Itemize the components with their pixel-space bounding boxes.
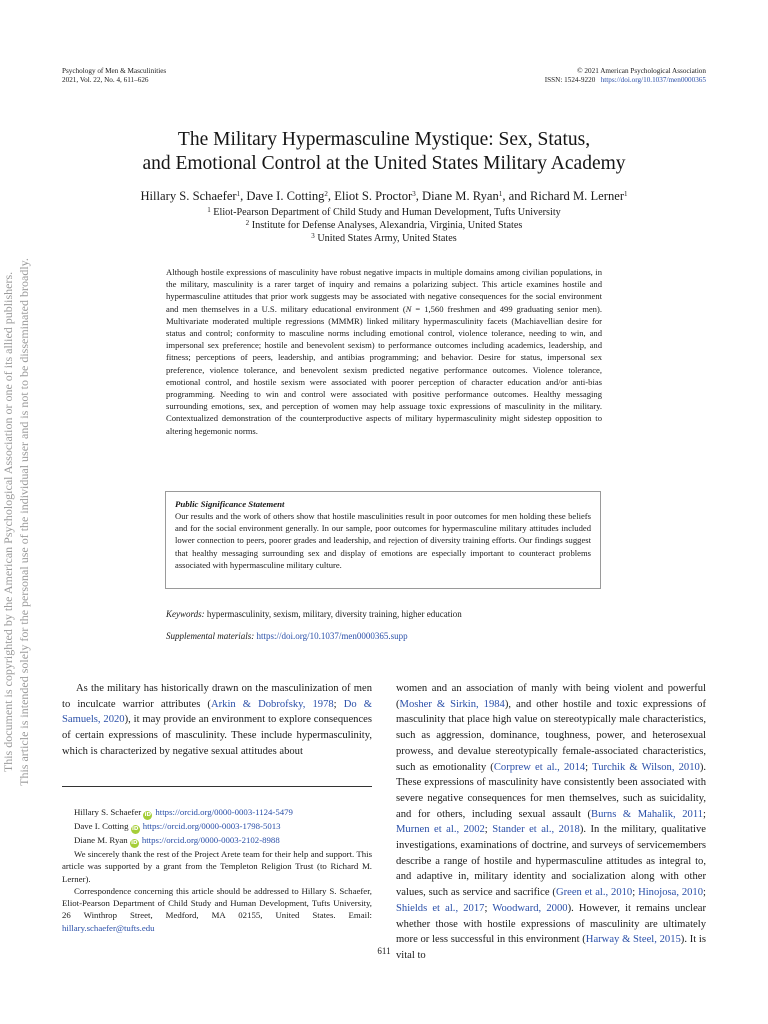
pss-title: Public Significance Statement: [175, 499, 285, 509]
author: Dave I. Cotting$^2$,: [246, 189, 335, 203]
author: Diane M. Ryan$^1$, and: [422, 189, 530, 203]
footnote-divider: [62, 786, 372, 787]
citation-link[interactable]: Woodward, 2000: [492, 902, 568, 914]
copyright-sidebar: [0, 142, 40, 902]
body-left-column: [62, 681, 372, 760]
copyright-line: © 2021 American Psychological Association: [577, 67, 706, 75]
publisher-header: [545, 67, 706, 85]
affiliation: $^1$ Eliot-Pearson Department of Child Study and Human Development, Tufts University: [207, 206, 561, 218]
affiliation-list: [60, 206, 708, 245]
author-list: [60, 188, 708, 204]
public-significance-box: [165, 491, 601, 589]
orcid-link[interactable]: https://orcid.org/0000-0003-2102-8988: [141, 835, 280, 845]
citation-link[interactable]: Harway & Steel, 2015: [585, 934, 681, 946]
acknowledgement-note: We sincerely thank the rest of the Project Arete team for their help and support. This article was supported by a grant from the Templeton Religion Trust (to Richard M. Lerner).: [62, 849, 372, 884]
orcid-entry: Hillary S. Schaefer iD https://orcid.org/0000-0003-1124-5479: [74, 807, 293, 818]
issn: ISSN: 1524-9220: [544, 76, 596, 84]
keywords-label: Keywords:: [166, 609, 205, 619]
doi-link[interactable]: https://doi.org/10.1037/men0000365: [600, 76, 706, 84]
citation-link[interactable]: Stander et al., 2018: [492, 824, 580, 836]
orcid-icon: iD: [131, 840, 138, 846]
author-footnotes: [62, 806, 372, 934]
issn-doi-line: [545, 76, 706, 85]
orcid-entry: Dave I. Cotting iD https://orcid.org/0000-0003-1798-5013: [74, 821, 281, 832]
citation-link[interactable]: Turchik & Wilson, 2010: [592, 761, 700, 773]
author: Hillary S. Schaefer$^1$,: [140, 189, 247, 203]
keywords: [166, 608, 462, 620]
article-title: [80, 128, 688, 176]
body-right-column: [396, 681, 706, 964]
journal-header: [62, 67, 166, 85]
citation-link[interactable]: Hinojosa, 2010: [638, 887, 704, 899]
body-paragraph: women and an association of manly with being violent and powerful (Mosher & Sirkin, 1984), and other hostile and toxic expressions of masculinity that place high value on stereotypically male characteristics, such as aggression, dominance, toughness, power, and heterosexual prowess, and devalue stereotypically female-associated characteristics, such as emotionality (Corprew et al., 2014; Turchik & Wilson, 2010). These expressions of masculinity have consistently been associated with severe negative consequences for men themselves, such as suicidality, and for others, including sexual assault (Burns & Mahalik, 2011; Murnen et al., 2002; Stander et al., 2018). In the military, qualitative investigations, examinations of doctrine, and surveys of servicemembers describe a range of hostile and hypermasculine attitudes as integral to, and adaptive in, military identity and socialization along with other values, such as service and sacrifice (Green et al., 2010; Hinojosa, 2010; Shields et al., 2017; Woodward, 2000). However, it remains unclear whether those with hostile expressions of masculinity are ultimately more or less successful in this environment (Harway & Steel, 2015). It is vital to: [396, 683, 707, 961]
supplemental-materials: [166, 630, 408, 642]
supplemental-link[interactable]: https://doi.org/10.1037/men0000365.supp: [256, 631, 408, 641]
journal-name: Psychology of Men & Masculinities: [62, 67, 167, 75]
title-line-2: and Emotional Control at the United States Military Academy: [142, 153, 626, 174]
supplemental-label: Supplemental materials:: [166, 631, 255, 641]
citation-link[interactable]: Do & Samuels, 2020: [62, 698, 372, 726]
orcid-link[interactable]: https://orcid.org/0000-0003-1798-5013: [142, 821, 281, 831]
intro-paragraph: As the military has historically drawn on the masculinization of men to inculcate warrior attributes (Arkin & Dobrofsky, 1978; Do & Samuels, 2020), it may provide an environment to explore consequences of certain expressions of masculinity. These include hypermasculinity, which is characterized by negative sexual attitudes about: [62, 683, 372, 757]
page-number: 611: [377, 946, 391, 956]
email-link[interactable]: hillary.schaefer@tufts.edu: [62, 922, 155, 933]
orcid-icon: iD: [144, 812, 152, 818]
citation-link[interactable]: Arkin & Dobrofsky, 1978: [210, 698, 334, 710]
correspondence-note: Correspondence concerning this article should be addressed to Hillary S. Schaefer, Eliot-Pearson Department of Child Study and Human Development, Tufts University, 26 Winthrop Street, Medford, MA 02155, United States. Email: hillary.schaefer@tufts.edu: [62, 885, 372, 933]
author: Richard M. Lerner$^1$: [529, 189, 628, 203]
orcid-icon: iD: [131, 826, 139, 832]
affiliation: $^3$ United States Army, United States: [311, 232, 457, 244]
sidebar-line-2: This article is intended solely for the personal use of the individual user and is not to be disseminated broadly.: [17, 258, 31, 786]
citation-link[interactable]: Corprew et al., 2014: [493, 761, 586, 773]
citation-link[interactable]: Mosher & Sirkin, 1984: [399, 698, 505, 710]
abstract: Although hostile expressions of masculinity have robust negative impacts in multiple domains among civilian populations, in the military, masculinity is a rarer target of inquiry and remains a polarizing subject. This article examines hostile and hypermasculine attitudes that prior work suggests may be associated with negative consequences for the social environment and men themselves in a U.S. military educational environment (N = 1,560 freshmen and 499 graduating senior men). Multivariate moderated multiple regressions (MMMR) linked military hypermasculinity facets (Machiavellian desire for status and control; conformity to masculine norms including emotional control, violence tolerance, needing to win, and impersonal sex preference; hostile and benevolent sexism) to performance outcomes including academics, leadership, and fitness; perceptions of peers, leadership, and antibias programming; and behavior. Desire for status, impersonal sex preference, violence tolerance, and benevolent sexism predicted negative performance outcomes. Violence tolerance, emotional control, and hostile sexism were associated with poorer perception of character education and/or anti-bias programming. Needing to win and control were associated with positive performance outcomes. Healthy messaging surrounding emotions, sex, and perception of women may help assuage toxic expressions of masculinity in the military. Contextualized demonstration of the counterproductive aspects of military hypermasculinity might sidestep opposition to altering hegemonic norms.: [166, 267, 602, 436]
author: Eliot S. Proctor$^3$,: [334, 189, 423, 203]
citation-link[interactable]: Murnen et al., 2002: [396, 824, 485, 836]
affiliation: $^2$ Institute for Defense Analyses, Alexandria, Virginia, United States: [245, 219, 523, 231]
citation-link[interactable]: Shields et al., 2017: [396, 902, 485, 914]
keywords-text: hypermasculinity, sexism, military, diversity training, higher education: [204, 609, 462, 619]
citation-link[interactable]: Green et al., 2010: [555, 887, 633, 899]
pss-body: Our results and the work of others show that hostile masculinities result in poor outcomes for men holding these beliefs and for the social environment generally. In our sample, poor outcomes for hypermasculine military attitudes included lower connection to peers, poorer grades and leadership, and rejection of diversity training efforts. Our findings suggest that healthy messaging surrounding sex and display of emotions are especially important to counteract problems associated with hypermasculine military culture.: [175, 511, 591, 570]
sidebar-line-1: This document is copyrighted by the American Psychological Association or one of its allied publishers.: [1, 271, 15, 773]
orcid-entry: Diane M. Ryan iD https://orcid.org/0000-0003-2102-8988: [74, 835, 280, 846]
orcid-link[interactable]: https://orcid.org/0000-0003-1124-5479: [155, 807, 293, 817]
citation-link[interactable]: Burns & Mahalik, 2011: [591, 808, 704, 820]
title-line-1: The Military Hypermasculine Mystique: Sex, Status,: [177, 129, 591, 150]
journal-volume: 2021, Vol. 22, No. 4, 611–626: [62, 76, 149, 84]
